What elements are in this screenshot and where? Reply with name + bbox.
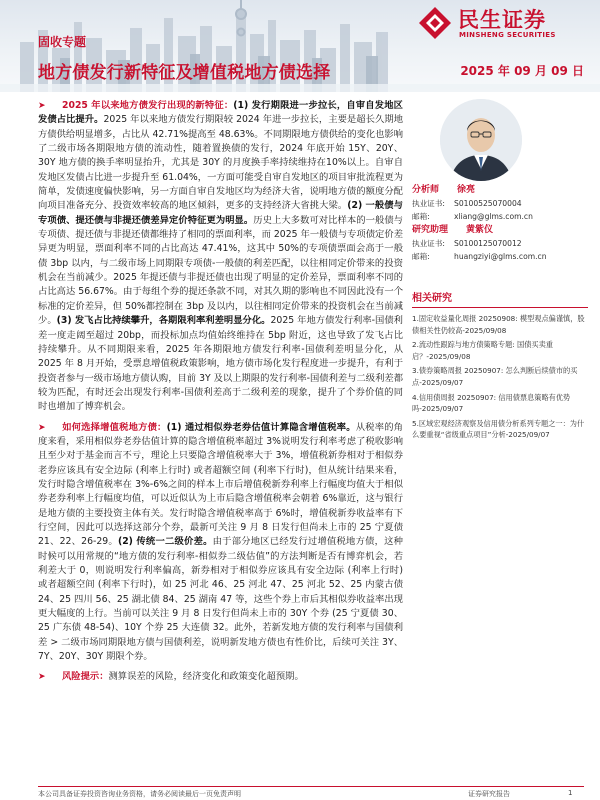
para-heading: 如何选择增值税地方债：: [62, 421, 167, 433]
analyst-email: 邮箱: xliang@glms.com.cn: [412, 212, 533, 221]
summary-paragraph-vat-selection: ➤ 如何选择增值税地方债：(1) 通过相似券老券估值计算隐含增值税率。从税率的角度来看，采用相似券老券估值计算的隐含增值税率超过 3%说明发行利率考虑了税收影响且至少对于基金而言不亏，理论上只要隐含增值税率大于 3%，增值税新券相对于相似券老券应该具有安全边际 (利率上行时) 或者超额空间 (利率下行时)，但从统计结果来看，发行时隐含增值税率在 3%-6%之间的样本上市后增值税新券利率上行幅度均值大于相似券老券利率上行幅度均值，可以近似认为上市后隐含增值税率会朝着 6%靠近，这与银行是地方债的主要投资主体有关。发行时隐含增值税率高于 6%时，增值税新券收益率有下行空间，因此可以选择这部分个券，最新可关注 9 月 8 日发行但尚未上市的 25 宁夏债 21、22、26-29。(2) 传统一二级价差。由于部分地区已经发行过增值税地方债，这种时候可以用常规的“地方债的发行利率-相似券二级估值”的方法判断是否有博弈机会，若利差大于 0，则说明发行利率偏高，新券相对于相似券应该具有安全边际 (利率上行时) 或者超额空间 (利率下行时)，如 25 河北 46、25 河北 47、25 河北 52、25 内蒙古债 24、25 四川 56、25 湖北债 84、25 湖南 47 等，这些个券上市后其相似券收益率出现更大幅度的上行。当前可以关注 9 月 8 日发行但尚未上市的 30Y 个券 (25 宁夏债 30、25 广东债 48-54)、10Y 个券 25 大连债 32。此外，若新发地方债的发行利率与国债利差 > 二级市场同期限地方债与国债利差，说明新发地方债也有性价比，后续可关注 3Y、7Y、20Y、30Y 期限个券。: [38, 421, 403, 663]
analyst-name: 徐亮: [457, 185, 476, 195]
analyst-info: [412, 183, 588, 263]
related-research-item[interactable]: 2.流动性跟踪与地方债策略专题: 国债买卖重启？-2025/09/08: [412, 340, 553, 361]
related-research-heading: 相关研究: [412, 289, 588, 308]
brand-name-cn: 民生证券: [458, 8, 546, 32]
bullet-arrow-icon: ➤: [38, 672, 46, 683]
assistant-cert: 执业证书: S0100125070012: [412, 239, 522, 248]
page-number: 1: [568, 789, 573, 797]
analyst-cert: 执业证书: S0100525070004: [412, 199, 522, 208]
footer-doc-type: 证券研究报告: [468, 790, 510, 798]
para-heading: 风险提示：: [62, 671, 109, 683]
related-research-item[interactable]: 3.债券策略周报 20250907: 怎么判断后续债市的买点-2025/09/07: [412, 366, 578, 387]
report-category: 固收专题: [38, 35, 87, 49]
summary-paragraph-risk: ➤ 风险提示：测算误差的风险，经济变化和政策变化超预期。: [38, 670, 403, 684]
related-research-item[interactable]: 4.信用债周报 20250907: 信用债票息策略有优势吗-2025/09/07: [412, 392, 571, 414]
para-heading: 2025 年以来地方债发行出现的新特征：: [62, 100, 234, 111]
report-summary: [38, 99, 403, 685]
brand-logo: [418, 4, 586, 44]
bullet-arrow-icon: ➤: [38, 101, 46, 111]
summary-paragraph-issuance: ➤ 2025 年以来地方债发行出现的新特征：(1) 发行期限进一步拉长，自审自发地区发债占比提升。2025 年以来地方债发行期限较 2024 年进一步拉长，主要是超长久期地方债供给明显增多，占比从 42.71%提高至 48.63%。不同期限地方债供给的变化也影响了二级市场各期限地方债的流动性，随着置换债的发行，2024 年底开始 15Y、20Y、30Y 地方债的换手率明显抬升，尤其是 30Y 的月度换手率持续维持在10%以上。自审自发地区发债占比进一步提升至 61.04%，一方面可能受自审自发地区的项目审批流程更为简单，发债速度偏快影响，另一方面自审自发地区均为经济大省，说明地方债的额度分配向项目准备充分、投资效率较高的地区倾斜，更多的支持经济大省挑大梁。(2) 一般债与专项债、提还债与非提还债差异定价特征更为明显。历史上大多数可对比样本的一般债与专项债、提还债与非提还债都维持了相同的票面利率，而 2025 年一般债与专项债定价差异更为明显，票面利率不同的占比高达 47.41%，这其中 50%的专项债票面会高于一般债 3bp 以内，与二级市场上同期限专项债-一般债的利差匹配，以往相同定价带来的投资机会在当前减少。2025 年提还债与非提还债也出现了明显的定价差异，票面利率不同的占比高达 56.67%。由于每组个券的提还条款不同，对其久期的影响也不同因此没有一个标准的定价差异，但 50%都控制在 3bp 及以内，以往相同定价带来的投资机会在当前减少。(3) 发飞占比持续攀升，各期限利率利差明显分化。2025 年地方债发行利率-国债利差一度走阔至超过 20bp，而投标加点均值始终维持在 5bp 附近，这也导致了发飞占比持续攀升。从不同期限来看，2025 年各期限地方债发行利率-国债利差明显分化，从 2025 年 8 月开始，受票息增值税政策影响，地方债市场化发行程度进一步提升，有利于投资者参与一级市场地方债认购，目前 3Y 及以上期限的发行利率-国债利差与二级利差都较为匹配，有时还会出现发行利率-国债利差高于二级利差的现象，提升了个券价值的同时也增加了博弈机会。: [38, 100, 404, 413]
report-date: 2025 年 09 月 09 日: [460, 64, 584, 78]
assistant-email: 邮箱: huangziyi@glms.com.cn: [412, 252, 547, 261]
related-research: [412, 289, 588, 444]
assistant-role-row: 研究助理 黄紫仪: [412, 225, 494, 235]
footer-disclaimer: 本公司具备证券投资咨询业务资格，请务必阅读最后一页免责声明: [38, 790, 241, 798]
brand-name-en: MINSHENG SECURITIES: [459, 31, 556, 39]
analyst-photo: [440, 99, 522, 181]
report-title: 地方债发行新特征及增值税地方债选择: [38, 63, 331, 83]
bullet-arrow-icon: ➤: [38, 422, 46, 433]
related-research-item[interactable]: 5.区域宏观经济观察及信用债分析系列专题之一：为什么要重视“省级重点项目”分析-2025/09/07: [412, 418, 585, 440]
analyst-portrait-image: [440, 99, 522, 181]
footer-divider: [38, 786, 584, 787]
related-research-item[interactable]: 1.固定收益量化周报 20250908: 模型观点偏谨慎，股债相关性仍较高-2025/09/08: [412, 314, 585, 335]
assistant-name: 黄紫仪: [466, 225, 494, 235]
header-banner: [0, 0, 600, 92]
brand-mark-icon: [418, 6, 452, 40]
analyst-role-row: 分析师 徐亮: [412, 185, 476, 195]
